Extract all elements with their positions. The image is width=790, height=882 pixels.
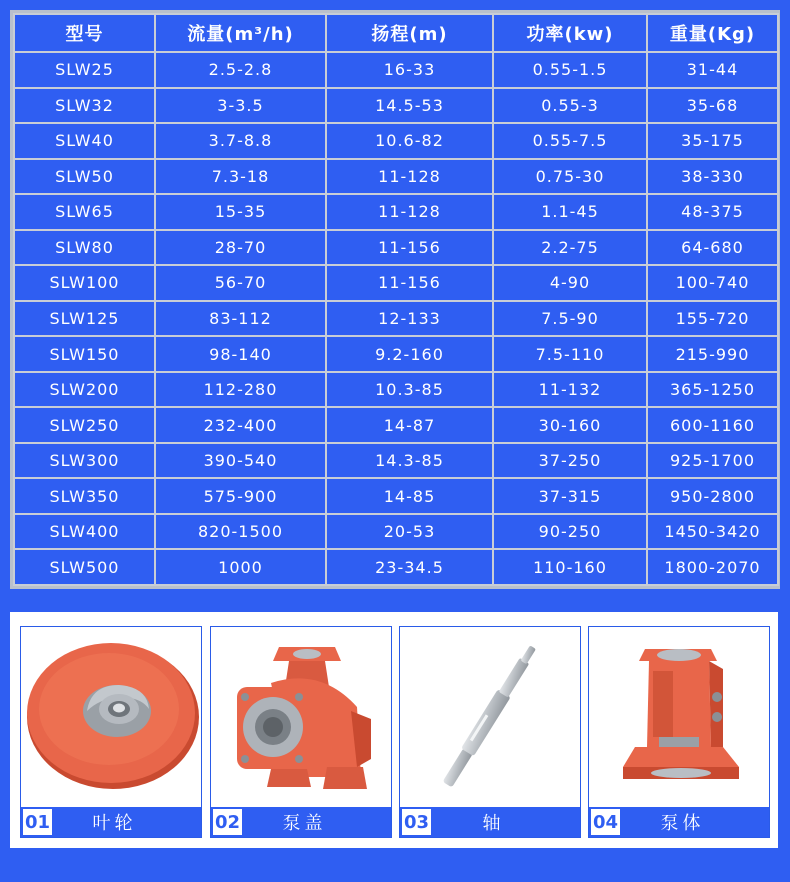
cell-power: 2.2-75 <box>493 230 647 266</box>
cell-power: 1.1-45 <box>493 194 647 230</box>
part-number: 04 <box>591 809 620 835</box>
table-row <box>14 549 778 585</box>
header-flow: 流量(m³/h) <box>155 14 326 52</box>
part-caption <box>21 807 201 837</box>
cell-power: 110-160 <box>493 549 647 585</box>
cell-power: 4-90 <box>493 265 647 301</box>
part-name: 轴 <box>482 813 505 834</box>
cell-weight: 950-2800 <box>647 478 778 514</box>
cell-power: 7.5-90 <box>493 301 647 337</box>
part-card-impeller[interactable] <box>20 626 202 838</box>
part-name: 叶轮 <box>92 813 137 834</box>
cell-head: 9.2-160 <box>326 336 493 372</box>
table-row <box>14 407 778 443</box>
cell-power: 37-250 <box>493 443 647 479</box>
pump-body-icon <box>589 627 769 807</box>
spec-table <box>13 13 779 586</box>
part-number: 03 <box>402 809 431 835</box>
impeller-icon <box>21 627 201 807</box>
cell-head: 20-53 <box>326 514 493 550</box>
part-card-shaft[interactable] <box>399 626 581 838</box>
cell-head: 10.3-85 <box>326 372 493 408</box>
part-name: 泵盖 <box>282 813 327 834</box>
table-row <box>14 336 778 372</box>
header-power: 功率(kw) <box>493 14 647 52</box>
cell-flow: 820-1500 <box>155 514 326 550</box>
cell-flow: 7.3-18 <box>155 159 326 195</box>
cell-model: SLW400 <box>14 514 155 550</box>
cell-weight: 1450-3420 <box>647 514 778 550</box>
cell-model: SLW300 <box>14 443 155 479</box>
cell-weight: 100-740 <box>647 265 778 301</box>
cell-weight: 31-44 <box>647 52 778 88</box>
cell-head: 12-133 <box>326 301 493 337</box>
cell-flow: 3.7-8.8 <box>155 123 326 159</box>
cell-model: SLW25 <box>14 52 155 88</box>
table-row <box>14 478 778 514</box>
cell-model: SLW80 <box>14 230 155 266</box>
cell-weight: 64-680 <box>647 230 778 266</box>
cell-weight: 365-1250 <box>647 372 778 408</box>
cell-flow: 56-70 <box>155 265 326 301</box>
part-card-pump-body[interactable] <box>588 626 770 838</box>
table-row <box>14 230 778 266</box>
cell-flow: 83-112 <box>155 301 326 337</box>
cell-power: 0.75-30 <box>493 159 647 195</box>
cell-flow: 3-3.5 <box>155 88 326 124</box>
cell-flow: 1000 <box>155 549 326 585</box>
cell-weight: 35-68 <box>647 88 778 124</box>
table-row <box>14 194 778 230</box>
table-row <box>14 514 778 550</box>
part-caption <box>211 807 391 837</box>
cell-weight: 38-330 <box>647 159 778 195</box>
cell-head: 11-128 <box>326 194 493 230</box>
table-header-row <box>14 14 778 52</box>
cell-flow: 98-140 <box>155 336 326 372</box>
header-head: 扬程(m) <box>326 14 493 52</box>
cell-power: 11-132 <box>493 372 647 408</box>
cell-head: 16-33 <box>326 52 493 88</box>
cell-head: 14-87 <box>326 407 493 443</box>
header-model: 型号 <box>14 14 155 52</box>
cell-flow: 112-280 <box>155 372 326 408</box>
part-card-pump-cover[interactable] <box>210 626 392 838</box>
table-row <box>14 372 778 408</box>
cell-model: SLW50 <box>14 159 155 195</box>
part-caption <box>400 807 580 837</box>
cell-model: SLW500 <box>14 549 155 585</box>
table-row <box>14 52 778 88</box>
cell-power: 90-250 <box>493 514 647 550</box>
table-row <box>14 443 778 479</box>
cell-model: SLW65 <box>14 194 155 230</box>
cell-head: 11-128 <box>326 159 493 195</box>
cell-head: 14.5-53 <box>326 88 493 124</box>
cell-head: 11-156 <box>326 265 493 301</box>
cell-model: SLW350 <box>14 478 155 514</box>
cell-head: 14-85 <box>326 478 493 514</box>
cell-power: 0.55-3 <box>493 88 647 124</box>
table-row <box>14 265 778 301</box>
cell-model: SLW200 <box>14 372 155 408</box>
cell-power: 37-315 <box>493 478 647 514</box>
cell-flow: 15-35 <box>155 194 326 230</box>
part-number: 02 <box>213 809 242 835</box>
header-weight: 重量(Kg) <box>647 14 778 52</box>
cell-weight: 48-375 <box>647 194 778 230</box>
cell-power: 0.55-1.5 <box>493 52 647 88</box>
cell-weight: 1800-2070 <box>647 549 778 585</box>
part-name: 泵体 <box>660 813 705 834</box>
cell-head: 11-156 <box>326 230 493 266</box>
part-caption <box>589 807 769 837</box>
cell-head: 14.3-85 <box>326 443 493 479</box>
cell-model: SLW40 <box>14 123 155 159</box>
cell-weight: 215-990 <box>647 336 778 372</box>
table-row <box>14 301 778 337</box>
table-row <box>14 159 778 195</box>
cell-model: SLW250 <box>14 407 155 443</box>
parts-panel <box>10 612 778 848</box>
cell-weight: 155-720 <box>647 301 778 337</box>
cell-model: SLW150 <box>14 336 155 372</box>
shaft-icon <box>400 627 580 807</box>
table-row <box>14 123 778 159</box>
cell-weight: 600-1160 <box>647 407 778 443</box>
cell-power: 0.55-7.5 <box>493 123 647 159</box>
cell-weight: 35-175 <box>647 123 778 159</box>
part-number: 01 <box>23 809 52 835</box>
table-row <box>14 88 778 124</box>
cell-flow: 575-900 <box>155 478 326 514</box>
cell-power: 30-160 <box>493 407 647 443</box>
cell-head: 23-34.5 <box>326 549 493 585</box>
cell-model: SLW125 <box>14 301 155 337</box>
spec-table-wrapper <box>10 10 780 589</box>
cell-flow: 232-400 <box>155 407 326 443</box>
cell-model: SLW100 <box>14 265 155 301</box>
cell-flow: 390-540 <box>155 443 326 479</box>
cell-flow: 2.5-2.8 <box>155 52 326 88</box>
cell-model: SLW32 <box>14 88 155 124</box>
cell-head: 10.6-82 <box>326 123 493 159</box>
cell-flow: 28-70 <box>155 230 326 266</box>
pump-cover-icon <box>211 627 391 807</box>
cell-weight: 925-1700 <box>647 443 778 479</box>
cell-power: 7.5-110 <box>493 336 647 372</box>
